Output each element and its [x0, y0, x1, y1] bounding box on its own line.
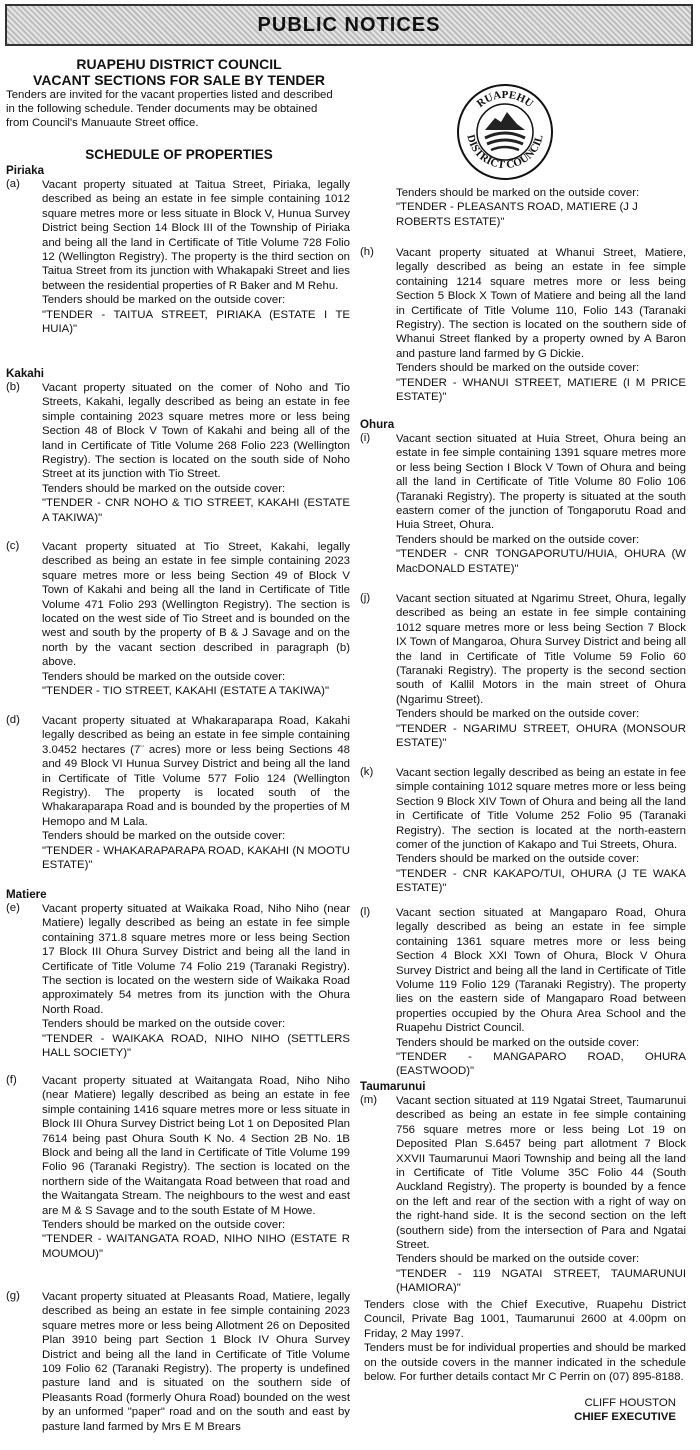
- item-description: Vacant section situated at 119 Ngatai Street, Taumarunui described as being an estate in fee simple containing 756 square metres more or less being Lot 19 on Deposited Plan S.6457 being part allotment 7 Block XXVII Taumarunui Maori Township and being all the land in Certificate of Title Volume 35C Folio 44 (South Auckland Registry). The property is bounded by a fence on the left and rear of the section with a right of way on the right-hand side. It is the second section on the left (southern side) from the intersection of Para and Ngatai Street.: [396, 1095, 686, 1252]
- item-label: (e): [6, 902, 20, 914]
- item-description: Vacant property situated on the comer of Noho and Tio Streets, Kakahi, legally described as being an estate in fee simple containing 2023 square metres more or less being Section 48 of Block V Town of Kakahi and being all of the land in Certificate of Title Volume 268 Folio 223 (Wellington Registry). The section is located on the south side of Noho Street at its junction with Tio Street.: [42, 382, 350, 481]
- logo-top-text: RUAPEHU: [474, 89, 536, 111]
- marked-line: Tenders should be marked on the outside cover:: [396, 533, 640, 546]
- tender-marking: "TENDER - WHANUI STREET, MATIERE (I M PRICE ESTATE)": [396, 376, 686, 404]
- item-label: (d): [6, 714, 20, 726]
- item-label: (i): [360, 432, 371, 444]
- tender-marking: "TENDER - 119 NGATAI STREET, TAUMARUNUI (HAMIORA)": [396, 1267, 686, 1295]
- item-label: (j): [360, 592, 371, 604]
- tender-marking: "TENDER - CNR KAKAPO/TUI, OHURA (J TE WAKA ESTATE)": [396, 867, 686, 895]
- closing-paragraph-1: Tenders close with the Chief Executive, Ruapehu District Council, Private Bag 1001, Taumarunui 2600 at 4.00pm on Friday, 2 May 1997.: [364, 1299, 686, 1340]
- logo-bottom-text: DISTRICT COUNCIL: [464, 133, 546, 172]
- marked-line: Tenders should be marked on the outside cover:: [396, 1036, 640, 1049]
- banner-title: PUBLIC NOTICES: [257, 14, 441, 36]
- svg-text:RUAPEHU: [475, 89, 536, 110]
- item-body: [42, 1290, 350, 1434]
- item-description: Vacant property situated at Tio Street, Kakahi, legally described as being an estate in fee simple containing 2023 square metres more or less being Section 49 of Block V Town of Kakahi and being all the land in Certificate of Title Volume 471 Folio 293 (Wellington Registry). The section is located on the west side of Tio Street and is bounded on the west and south by the property of B & J Savage and on the north by the vacant section described in paragraph (b) above.: [42, 541, 350, 669]
- item-description: Vacant section situated at Mangaparo Road, Ohura legally described as being an estate in fee simple containing 1361 square metres more or less being Section 4 Block XXI Town of Ohura, Block V Ohura Survey District and being all the land in Certificate of Title Volume 119 Folio 129 (Taranaki Registry). The property lies on the eastern side of Mangaparo Road between properties occupied by the Ohura Area School and the Ruapehu District Council.: [396, 907, 686, 1035]
- marked-line: Tenders should be marked on the outside cover:: [42, 1018, 286, 1031]
- item-body: [396, 432, 686, 576]
- item-label: (b): [6, 381, 20, 393]
- item-body: [396, 246, 686, 404]
- closing-notice: [364, 1298, 686, 1384]
- closing-paragraph-2: Tenders must be for individual properties and should be marked on the outside covers in the manner indicated in the schedule below. For further details contact Mr C Perrin on (07) 895-8188.: [364, 1342, 686, 1384]
- item-body: [42, 540, 350, 698]
- location-kakahi: Kakahi: [6, 367, 45, 380]
- item-description: Vacant section situated at Ngarimu Street, Ohura, legally described as being an estate in fee simple containing 1012 square metres more or less being Section 7 Block IX Town of Mangaroa, Ohura Survey District and being all the land in Certificate of Title Volume 59 Folio 60 (Taranaki Registry). The property is the second section south of Kallil Motors in the main street of Ohura (Ngarimu Street).: [396, 593, 686, 706]
- item-body: [396, 1094, 686, 1296]
- marked-line: Tenders should be marked on the outside cover:: [396, 187, 640, 199]
- item-body: [42, 178, 350, 336]
- item-g-continued: [396, 186, 686, 229]
- item-label: (k): [360, 766, 374, 778]
- item-label: (c): [6, 540, 20, 552]
- tender-marking: "TENDER - NGARIMU STREET, OHURA (MONSOUR ESTATE)": [396, 722, 686, 750]
- ruapehu-district-council-logo: [455, 82, 555, 180]
- item-description: Vacant property situated at Pleasants Road, Matiere, legally described as being an estate in fee simple containing 2023 square metres more or less being Allotment 26 on Deposited Plan 3910 being part Section 1 Block IV Ohura Survey District and being all the land in Certificate of Title Volume 109 Folio 62 (Taranaki Registry). The property is undefined pasture land and is situated on the southern side of Pleasants Road (formerly Ohura Road) bounded on the west by an unformed "paper" road and on the south and east by pasture land farmed by Mrs E M Brears: [42, 1291, 350, 1433]
- location-piriaka: Piriaka: [6, 164, 45, 177]
- item-label: (f): [6, 1074, 17, 1086]
- item-label: (a): [6, 178, 20, 190]
- location-taumarunui: Taumarunui: [360, 1080, 426, 1093]
- marked-line: Tenders should be marked on the outside cover:: [396, 853, 640, 866]
- item-description: Vacant section situated at Huia Street, Ohura being an estate in fee simple containing 1391 square metres more or less being Section I Block V Town of Ohura and being all the land in Certificate of Title Volume 80 Folio 106 (Taranaki Registry). The property is situated at the south eastern comer of the junction of Tongaporutu Road and Huia Street, Ohura.: [396, 433, 686, 532]
- tender-marking: "TENDER - CNR NOHO & TIO STREET, KAKAHI (ESTATE A TAKIWA)": [42, 497, 350, 524]
- marked-line: Tenders should be marked on the outside cover:: [42, 482, 286, 495]
- item-label: (m): [360, 1094, 378, 1106]
- signatory-title: CHIEF EXECUTIVE: [574, 1411, 676, 1424]
- item-description: Vacant section legally described as being an estate in fee simple containing 1012 square metres more or less being Section 9 Block XIV Town of Ohura and being all the land in Certificate of Title Volume 252 Folio 95 (Taranaki Registry). The section is located at the north-eastern comer of the junction of Kakapo and Tui Streets, Ohura.: [396, 767, 686, 852]
- tender-marking: "TENDER - WAITANGATA ROAD, NIHO NIHO (ESTATE R MOUMOU)": [42, 1233, 350, 1260]
- marked-line: Tenders should be marked on the outside cover:: [42, 670, 286, 683]
- tender-marking: "TENDER - CNR TONGAPORUTU/HUIA, OHURA (W MacDONALD ESTATE)": [396, 548, 686, 575]
- signatory-name: CLIFF HOUSTON: [584, 1397, 676, 1409]
- item-body: [42, 902, 350, 1060]
- marked-line: Tenders should be marked on the outside cover:: [396, 708, 640, 721]
- marked-line: Tenders should be marked on the outside cover:: [42, 830, 286, 843]
- item-description: Vacant property situated at Whanui Street, Matiere, legally described as being an estate in fee simple containing 1214 square metres more or less being Section 5 Block X Town of Matiere and being all the land in Certificate of Title Volume 110, Folio 143 (Taranaki Registry). The section is located on the southern side of Whanui Street flanked by a property owned by A Baron and pasture land farmed by G Dickie.: [396, 247, 686, 360]
- intro-paragraph: Tenders are invited for the vacant properties listed and described in the following schedule. Tender documents may be obtained from Council's Manuaute Street office.: [6, 89, 333, 129]
- item-body: [42, 381, 350, 525]
- schedule-title: SCHEDULE OF PROPERTIES: [85, 147, 273, 162]
- item-description: Vacant property situated at Taitua Street, Piriaka, legally described as being an estate in fee simple containing 1012 square metres more or less situate in Block V, Hunua Survey District being Section 14 Block III of the Township of Piriaka and being all the land in Certificate of Title Volume 728 Folio 12 (Wellington Registry). The property is the third section on Taitua Street from its junction with Whakapaki Street and lies between the residential properties of R Baker and M Rehu.: [42, 179, 350, 292]
- marked-line: Tenders should be marked on the outside cover:: [42, 1219, 286, 1232]
- item-label: (l): [360, 906, 371, 918]
- council-name: RUAPEHU DISTRICT COUNCIL: [76, 56, 282, 72]
- item-body: [396, 906, 686, 1079]
- tender-marking: "TENDER - PLEASANTS ROAD, MATIERE (J J ROBERTS ESTATE)": [396, 201, 638, 228]
- item-label: (g): [6, 1290, 20, 1302]
- item-body: [42, 714, 350, 872]
- item-body: [42, 1074, 350, 1261]
- tender-marking: "TENDER - MANGAPARO ROAD, OHURA (EASTWOOD)": [396, 1051, 686, 1078]
- item-description: Vacant property situated at Whakaraparapa Road, Kakahi legally described as being an estate in fee simple containing 3.0452 hectares (7¨ acres) more or less being Sections 48 and 49 Block VI Hunua Survey District and being all the land in Certificate of Title Volume 577 Folio 124 (Wellington Registry). The property is located south of the Whakaraparapa Road and is bounded by the properties of M Hemopo and M Lala.: [42, 715, 350, 828]
- public-notices-banner: [5, 4, 693, 46]
- item-label: (h): [360, 246, 374, 258]
- marked-line: Tenders should be marked on the outside cover:: [396, 362, 640, 375]
- marked-line: Tenders should be marked on the outside cover:: [42, 294, 286, 307]
- item-description: Vacant property situated at Waitangata Road, Niho Niho (near Matiere) legally described as being an estate in fee simple containing 1416 square metres more or less situate in Block III Ohura Survey District being Lot 1 on Deposited Plan 7614 being past Ohura South K No. 4 Section 2B No. 1B Block and being all the land in Certificate of Title Volume 199 Folio 96 (Taranaki Registry). The section is located on the northern side of the Waitangata Road between that road and the Waitangata Stream. The neighbours to the west and east are M & S Savage and to the south Estate of M Howe.: [42, 1075, 350, 1217]
- notice-heading: VACANT SECTIONS FOR SALE BY TENDER: [33, 72, 325, 88]
- item-body: [396, 766, 686, 896]
- item-description: Vacant property situated at Waikaka Road, Niho Niho (near Matiere) legally described as being an estate in fee simple containing 371.8 square metres more or less being Section 17 Block III Ohura Survey District and being all the land in Certificate of Title Volume 74 Folio 219 (Taranaki Registry). The section is located on the western side of Waikaka Road approximately 54 metres from its junction with the Ohura North Road.: [42, 903, 350, 1016]
- marked-line: Tenders should be marked on the outside cover:: [396, 1253, 640, 1266]
- signature-block: [360, 1396, 676, 1425]
- tender-marking: "TENDER - WAIKAKA ROAD, NIHO NIHO (SETTLERS HALL SOCIETY)": [42, 1032, 350, 1060]
- location-ohura: Ohura: [360, 418, 395, 431]
- location-matiere: Matiere: [6, 888, 47, 901]
- tender-marking: "TENDER - TIO STREET, KAKAHI (ESTATE A TAKIWA)": [42, 685, 329, 698]
- tender-marking: "TENDER - TAITUA STREET, PIRIAKA (ESTATE I TE HUIA)": [42, 308, 350, 336]
- tender-marking: "TENDER - WHAKARAPARAPA ROAD, KAKAHI (N MOOTU ESTATE)": [42, 844, 350, 872]
- item-body: [396, 592, 686, 750]
